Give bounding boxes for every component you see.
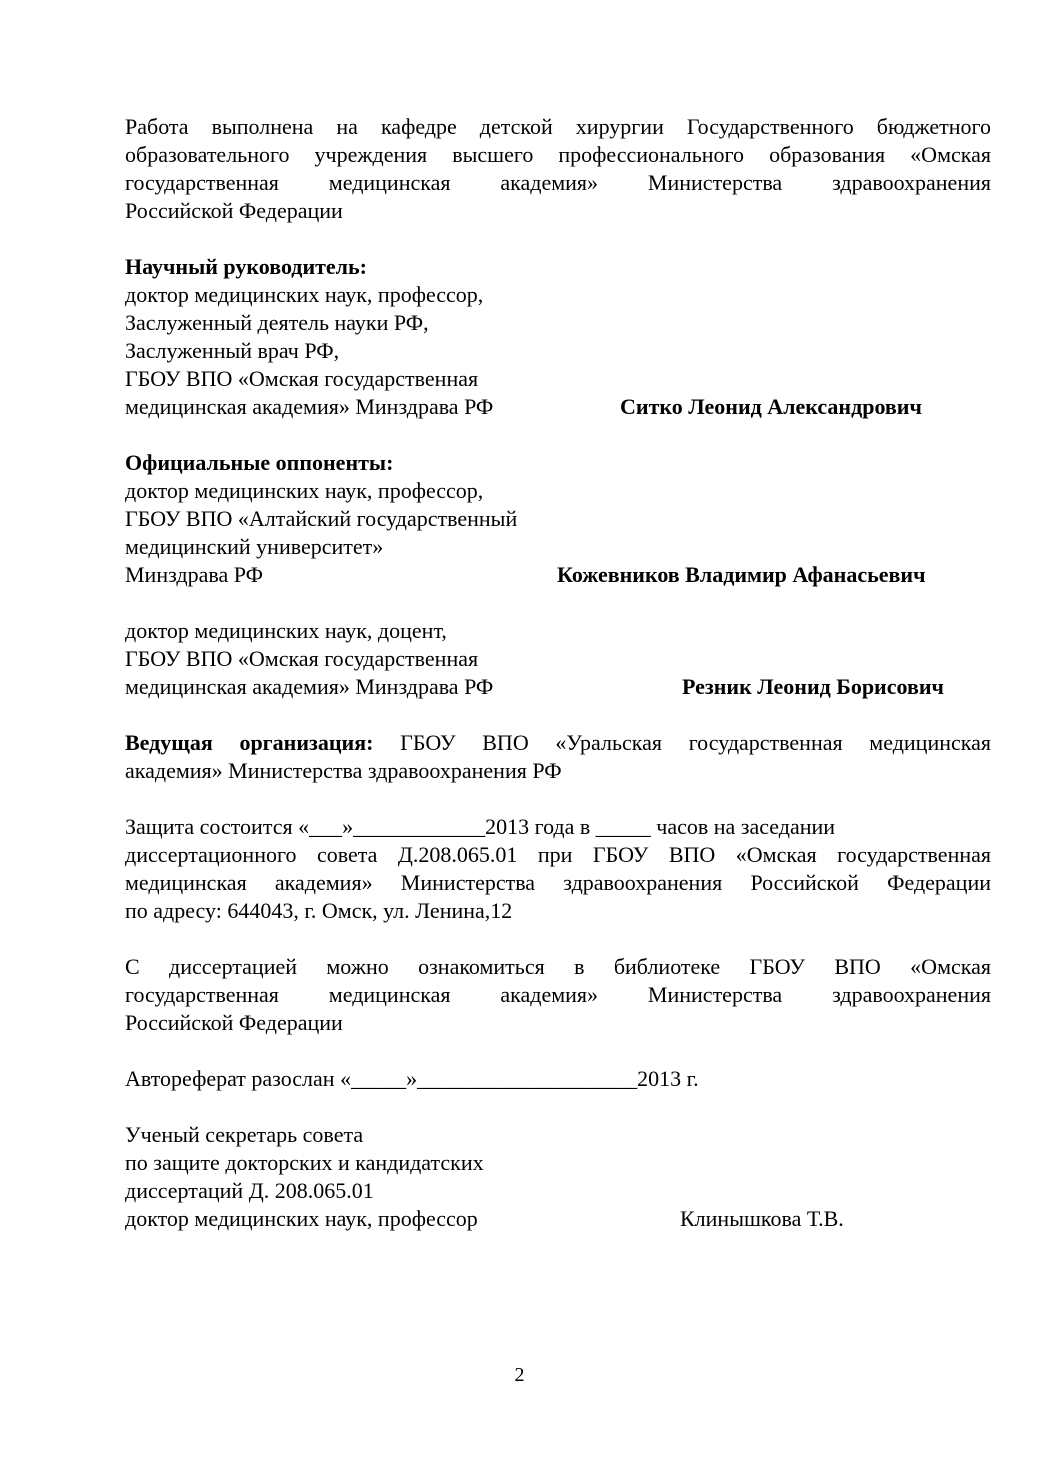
opponent-line: медицинский университет» <box>125 534 384 559</box>
intro-line: Работа выполнена на кафедре детской хирургии Государственного бюджетного <box>125 114 991 139</box>
defense-line: Защита состоится «___»____________2013 года в _____ часов на заседании <box>125 814 836 839</box>
opponent-line: ГБОУ ВПО «Алтайский государственный <box>125 506 518 531</box>
intro-line: государственная медицинская академия» Министерства здравоохранения <box>125 170 991 195</box>
opponent-line: доктор медицинских наук, профессор, <box>125 478 484 503</box>
library-paragraph <box>125 953 991 1037</box>
library-line: государственная медицинская академия» Министерства здравоохранения <box>125 982 991 1007</box>
supervisor-name: Ситко Леонид Александрович <box>620 394 922 419</box>
secretary-line: Ученый секретарь совета <box>125 1122 364 1147</box>
secretary-line: по защите докторских и кандидатских <box>125 1150 484 1175</box>
intro-line: образовательного учреждения высшего профессионального образования «Омская <box>125 142 991 167</box>
supervisor-line <box>125 393 991 421</box>
opponent-name: Резник Леонид Борисович <box>682 674 944 699</box>
opponent-line: доктор медицинских наук, доцент, <box>125 618 447 643</box>
opponent-name: Кожевников Владимир Афанасьевич <box>557 562 926 587</box>
supervisor-line: Заслуженный врач РФ, <box>125 338 340 363</box>
opponent-line: ГБОУ ВПО «Омская государственная <box>125 646 479 671</box>
secretary-name: Клинышкова Т.В. <box>680 1206 844 1231</box>
opponent-line <box>125 561 991 589</box>
page-number: 2 <box>514 1364 525 1386</box>
page-content <box>125 113 991 1233</box>
intro-paragraph <box>125 113 991 225</box>
supervisor-heading: Научный руководитель: <box>125 254 367 279</box>
leading-org-line: академия» Министерства здравоохранения РФ <box>125 758 562 783</box>
library-line: С диссертацией можно ознакомиться в библиотеке ГБОУ ВПО «Омская <box>125 954 991 979</box>
secretary-title: доктор медицинских наук, профессор <box>125 1206 478 1231</box>
defense-line: по адресу: 644043, г. Омск, ул. Ленина,12 <box>125 898 513 923</box>
opponent-affiliation: Минздрава РФ <box>125 562 263 587</box>
intro-line: Российской Федерации <box>125 198 343 223</box>
supervisor-line: доктор медицинских наук, профессор, <box>125 282 484 307</box>
leading-org-block <box>125 729 991 785</box>
opponent-affiliation: медицинская академия» Минздрава РФ <box>125 674 494 699</box>
leading-org-label: Ведущая организация: <box>125 730 374 755</box>
opponents-heading: Официальные оппоненты: <box>125 450 394 475</box>
library-line: Российской Федерации <box>125 1010 343 1035</box>
defense-paragraph <box>125 813 991 925</box>
opponent-line <box>125 673 991 701</box>
defense-line: медицинская академия» Министерства здравоохранения Российской Федерации <box>125 870 991 895</box>
secretary-line <box>125 1205 991 1233</box>
defense-line: диссертационного совета Д.208.065.01 при ГБОУ ВПО «Омская государственная <box>125 842 991 867</box>
supervisor-line: Заслуженный деятель науки РФ, <box>125 310 429 335</box>
secretary-line: диссертаций Д. 208.065.01 <box>125 1178 374 1203</box>
supervisor-line: ГБОУ ВПО «Омская государственная <box>125 366 479 391</box>
secretary-block <box>125 1121 991 1233</box>
supervisor-block <box>125 253 991 421</box>
leading-org-line <box>125 729 991 757</box>
abstract-sent-line: Автореферат разослан «_____»____________________2013 г. <box>125 1066 699 1091</box>
opponents-block <box>125 449 991 701</box>
supervisor-affiliation: медицинская академия» Минздрава РФ <box>125 394 494 419</box>
leading-org-text: ГБОУ ВПО «Уральская государственная медицинская <box>373 730 991 755</box>
